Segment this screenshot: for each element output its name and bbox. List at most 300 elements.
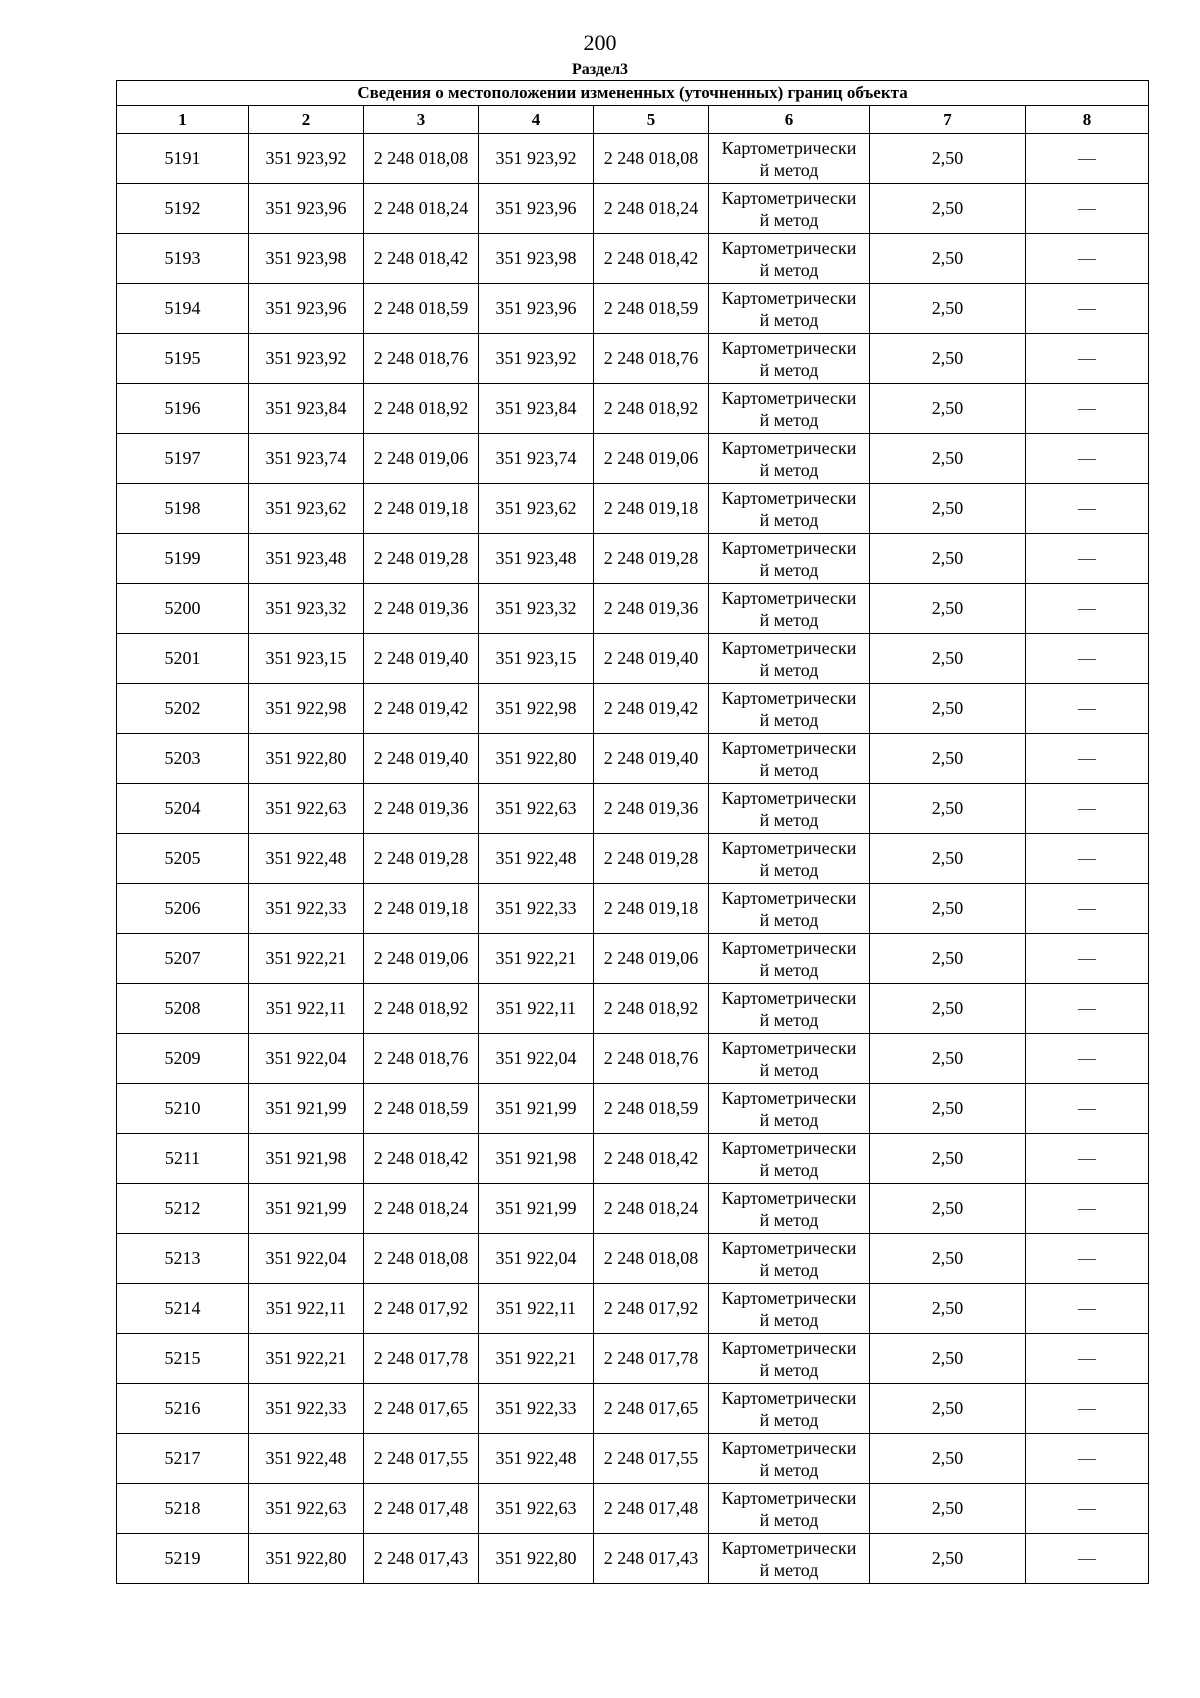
method-cell bbox=[709, 1384, 870, 1434]
method-text-line-1: Картометрически bbox=[721, 1037, 857, 1058]
method-text-line-2: й метод bbox=[759, 459, 819, 480]
point-number-cell: 5215 bbox=[117, 1334, 249, 1384]
x-new-cell: 351 922,21 bbox=[479, 1334, 594, 1384]
x-old-cell: 351 923,15 bbox=[249, 634, 364, 684]
point-number-cell: 5218 bbox=[117, 1484, 249, 1534]
y-new-cell: 2 248 019,18 bbox=[594, 884, 709, 934]
method-text-line-1: Картометрически bbox=[721, 237, 857, 258]
accuracy-cell: 2,50 bbox=[870, 284, 1026, 334]
y-new-cell: 2 248 019,06 bbox=[594, 934, 709, 984]
table-row bbox=[117, 934, 1149, 984]
y-old-cell: 2 248 017,43 bbox=[364, 1534, 479, 1584]
accuracy-cell: 2,50 bbox=[870, 834, 1026, 884]
x-new-cell: 351 922,98 bbox=[479, 684, 594, 734]
description-cell: — bbox=[1026, 1084, 1149, 1134]
table-row bbox=[117, 884, 1149, 934]
y-old-cell: 2 248 018,08 bbox=[364, 1234, 479, 1284]
y-old-cell: 2 248 019,28 bbox=[364, 834, 479, 884]
x-old-cell: 351 922,21 bbox=[249, 934, 364, 984]
x-old-cell: 351 923,84 bbox=[249, 384, 364, 434]
y-new-cell: 2 248 018,24 bbox=[594, 1184, 709, 1234]
method-text-line-1: Картометрически bbox=[721, 987, 857, 1008]
method-cell bbox=[709, 734, 870, 784]
method-text-line-1: Картометрически bbox=[721, 537, 857, 558]
method-text-line-1: Картометрически bbox=[721, 937, 857, 958]
x-old-cell: 351 923,98 bbox=[249, 234, 364, 284]
method-cell bbox=[709, 1484, 870, 1534]
y-new-cell: 2 248 017,92 bbox=[594, 1284, 709, 1334]
method-cell bbox=[709, 634, 870, 684]
description-cell: — bbox=[1026, 1184, 1149, 1234]
x-new-cell: 351 923,62 bbox=[479, 484, 594, 534]
method-text-line-2: й метод bbox=[759, 1509, 819, 1530]
table-row bbox=[117, 1384, 1149, 1434]
method-text-line-1: Картометрически bbox=[721, 1437, 857, 1458]
method-cell bbox=[709, 584, 870, 634]
table-row bbox=[117, 334, 1149, 384]
accuracy-cell: 2,50 bbox=[870, 684, 1026, 734]
x-old-cell: 351 921,98 bbox=[249, 1134, 364, 1184]
description-cell: — bbox=[1026, 884, 1149, 934]
method-cell bbox=[709, 134, 870, 184]
y-new-cell: 2 248 019,28 bbox=[594, 534, 709, 584]
method-text-line-1: Картометрически bbox=[721, 387, 857, 408]
x-new-cell: 351 923,84 bbox=[479, 384, 594, 434]
description-cell: — bbox=[1026, 1034, 1149, 1084]
table-row bbox=[117, 1184, 1149, 1234]
accuracy-cell: 2,50 bbox=[870, 384, 1026, 434]
method-cell bbox=[709, 884, 870, 934]
accuracy-cell: 2,50 bbox=[870, 1034, 1026, 1084]
accuracy-cell: 2,50 bbox=[870, 1484, 1026, 1534]
method-text-line-2: й метод bbox=[759, 1559, 819, 1580]
method-text-line-2: й метод bbox=[759, 709, 819, 730]
method-cell bbox=[709, 934, 870, 984]
y-old-cell: 2 248 018,24 bbox=[364, 1184, 479, 1234]
y-new-cell: 2 248 019,40 bbox=[594, 634, 709, 684]
y-new-cell: 2 248 019,40 bbox=[594, 734, 709, 784]
table-caption-row bbox=[117, 81, 1149, 106]
y-old-cell: 2 248 017,92 bbox=[364, 1284, 479, 1334]
accuracy-cell: 2,50 bbox=[870, 1084, 1026, 1134]
x-new-cell: 351 923,32 bbox=[479, 584, 594, 634]
column-header: 3 bbox=[364, 106, 479, 134]
x-old-cell: 351 922,11 bbox=[249, 1284, 364, 1334]
method-cell bbox=[709, 384, 870, 434]
x-old-cell: 351 922,48 bbox=[249, 1434, 364, 1484]
method-text-line-2: й метод bbox=[759, 1109, 819, 1130]
table-row bbox=[117, 1234, 1149, 1284]
y-old-cell: 2 248 018,59 bbox=[364, 284, 479, 334]
x-new-cell: 351 922,04 bbox=[479, 1034, 594, 1084]
y-old-cell: 2 248 018,24 bbox=[364, 184, 479, 234]
point-number-cell: 5191 bbox=[117, 134, 249, 184]
table-row bbox=[117, 384, 1149, 434]
description-cell: — bbox=[1026, 734, 1149, 784]
method-cell bbox=[709, 334, 870, 384]
x-old-cell: 351 922,48 bbox=[249, 834, 364, 884]
y-new-cell: 2 248 018,59 bbox=[594, 1084, 709, 1134]
method-cell bbox=[709, 984, 870, 1034]
y-new-cell: 2 248 018,08 bbox=[594, 134, 709, 184]
column-header: 2 bbox=[249, 106, 364, 134]
method-text-line-1: Картометрически bbox=[721, 437, 857, 458]
table-row bbox=[117, 1284, 1149, 1334]
method-cell bbox=[709, 1084, 870, 1134]
x-new-cell: 351 923,15 bbox=[479, 634, 594, 684]
method-text-line-1: Картометрически bbox=[721, 1487, 857, 1508]
x-old-cell: 351 922,04 bbox=[249, 1034, 364, 1084]
description-cell: — bbox=[1026, 1284, 1149, 1334]
table-row bbox=[117, 734, 1149, 784]
column-header: 1 bbox=[117, 106, 249, 134]
accuracy-cell: 2,50 bbox=[870, 234, 1026, 284]
x-new-cell: 351 922,33 bbox=[479, 884, 594, 934]
x-old-cell: 351 922,21 bbox=[249, 1334, 364, 1384]
x-new-cell: 351 922,48 bbox=[479, 834, 594, 884]
method-text-line-1: Картометрически bbox=[721, 137, 857, 158]
method-text-line-2: й метод bbox=[759, 309, 819, 330]
table-row bbox=[117, 1334, 1149, 1384]
point-number-cell: 5217 bbox=[117, 1434, 249, 1484]
method-text-line-1: Картометрически bbox=[721, 887, 857, 908]
x-old-cell: 351 923,92 bbox=[249, 334, 364, 384]
description-cell: — bbox=[1026, 784, 1149, 834]
method-cell bbox=[709, 1234, 870, 1284]
table-row bbox=[117, 1534, 1149, 1584]
method-text-line-2: й метод bbox=[759, 959, 819, 980]
method-cell bbox=[709, 534, 870, 584]
table-body bbox=[117, 134, 1149, 1584]
x-new-cell: 351 923,96 bbox=[479, 184, 594, 234]
method-text-line-1: Картометрически bbox=[721, 1237, 857, 1258]
y-old-cell: 2 248 019,40 bbox=[364, 734, 479, 784]
y-old-cell: 2 248 018,92 bbox=[364, 384, 479, 434]
description-cell: — bbox=[1026, 134, 1149, 184]
point-number-cell: 5216 bbox=[117, 1384, 249, 1434]
method-text-line-1: Картометрически bbox=[721, 1287, 857, 1308]
method-text-line-2: й метод bbox=[759, 1359, 819, 1380]
method-text-line-1: Картометрически bbox=[721, 787, 857, 808]
table-row bbox=[117, 1034, 1149, 1084]
y-old-cell: 2 248 019,18 bbox=[364, 884, 479, 934]
y-old-cell: 2 248 019,18 bbox=[364, 484, 479, 534]
x-new-cell: 351 922,80 bbox=[479, 1534, 594, 1584]
point-number-cell: 5212 bbox=[117, 1184, 249, 1234]
y-new-cell: 2 248 019,36 bbox=[594, 584, 709, 634]
y-old-cell: 2 248 019,28 bbox=[364, 534, 479, 584]
accuracy-cell: 2,50 bbox=[870, 184, 1026, 234]
method-text-line-2: й метод bbox=[759, 509, 819, 530]
method-cell bbox=[709, 784, 870, 834]
method-text-line-1: Картометрически bbox=[721, 837, 857, 858]
point-number-cell: 5196 bbox=[117, 384, 249, 434]
method-cell bbox=[709, 1184, 870, 1234]
method-text-line-2: й метод bbox=[759, 209, 819, 230]
method-text-line-1: Картометрически bbox=[721, 187, 857, 208]
method-text-line-2: й метод bbox=[759, 1259, 819, 1280]
y-new-cell: 2 248 018,76 bbox=[594, 334, 709, 384]
method-text-line-2: й метод bbox=[759, 809, 819, 830]
x-old-cell: 351 923,74 bbox=[249, 434, 364, 484]
point-number-cell: 5195 bbox=[117, 334, 249, 384]
y-old-cell: 2 248 018,92 bbox=[364, 984, 479, 1034]
method-text-line-1: Картометрически bbox=[721, 487, 857, 508]
table-row bbox=[117, 684, 1149, 734]
accuracy-cell: 2,50 bbox=[870, 1384, 1026, 1434]
description-cell: — bbox=[1026, 634, 1149, 684]
accuracy-cell: 2,50 bbox=[870, 484, 1026, 534]
y-new-cell: 2 248 017,48 bbox=[594, 1484, 709, 1534]
method-text-line-2: й метод bbox=[759, 609, 819, 630]
point-number-cell: 5203 bbox=[117, 734, 249, 784]
description-cell: — bbox=[1026, 1534, 1149, 1584]
description-cell: — bbox=[1026, 434, 1149, 484]
method-text-line-2: й метод bbox=[759, 1009, 819, 1030]
x-old-cell: 351 922,63 bbox=[249, 1484, 364, 1534]
point-number-cell: 5210 bbox=[117, 1084, 249, 1134]
x-old-cell: 351 922,80 bbox=[249, 734, 364, 784]
table-row bbox=[117, 134, 1149, 184]
method-text-line-2: й метод bbox=[759, 859, 819, 880]
y-old-cell: 2 248 017,65 bbox=[364, 1384, 479, 1434]
y-old-cell: 2 248 019,42 bbox=[364, 684, 479, 734]
y-new-cell: 2 248 017,55 bbox=[594, 1434, 709, 1484]
description-cell: — bbox=[1026, 234, 1149, 284]
x-new-cell: 351 923,74 bbox=[479, 434, 594, 484]
method-text-line-1: Картометрически bbox=[721, 687, 857, 708]
method-cell bbox=[709, 434, 870, 484]
accuracy-cell: 2,50 bbox=[870, 1434, 1026, 1484]
x-new-cell: 351 923,98 bbox=[479, 234, 594, 284]
description-cell: — bbox=[1026, 1134, 1149, 1184]
description-cell: — bbox=[1026, 484, 1149, 534]
accuracy-cell: 2,50 bbox=[870, 434, 1026, 484]
method-text-line-1: Картометрически bbox=[721, 1537, 857, 1558]
x-old-cell: 351 923,96 bbox=[249, 184, 364, 234]
point-number-cell: 5207 bbox=[117, 934, 249, 984]
table-row bbox=[117, 1484, 1149, 1534]
method-text-line-2: й метод bbox=[759, 1159, 819, 1180]
page-number: 200 bbox=[583, 30, 617, 55]
x-new-cell: 351 922,80 bbox=[479, 734, 594, 784]
accuracy-cell: 2,50 bbox=[870, 984, 1026, 1034]
description-cell: — bbox=[1026, 184, 1149, 234]
x-old-cell: 351 923,48 bbox=[249, 534, 364, 584]
x-new-cell: 351 923,92 bbox=[479, 134, 594, 184]
table-row bbox=[117, 184, 1149, 234]
method-text-line-2: й метод bbox=[759, 259, 819, 280]
method-cell bbox=[709, 1334, 870, 1384]
point-number-cell: 5202 bbox=[117, 684, 249, 734]
table-row bbox=[117, 834, 1149, 884]
y-old-cell: 2 248 018,76 bbox=[364, 334, 479, 384]
method-text-line-1: Картометрически bbox=[721, 1387, 857, 1408]
method-cell bbox=[709, 1284, 870, 1334]
method-text-line-2: й метод bbox=[759, 659, 819, 680]
accuracy-cell: 2,50 bbox=[870, 734, 1026, 784]
y-new-cell: 2 248 019,18 bbox=[594, 484, 709, 534]
table-row bbox=[117, 234, 1149, 284]
y-new-cell: 2 248 019,28 bbox=[594, 834, 709, 884]
column-header: 6 bbox=[709, 106, 870, 134]
method-cell bbox=[709, 1434, 870, 1484]
point-number-cell: 5206 bbox=[117, 884, 249, 934]
x-old-cell: 351 923,62 bbox=[249, 484, 364, 534]
accuracy-cell: 2,50 bbox=[870, 1334, 1026, 1384]
description-cell: — bbox=[1026, 934, 1149, 984]
y-new-cell: 2 248 018,42 bbox=[594, 1134, 709, 1184]
description-cell: — bbox=[1026, 1484, 1149, 1534]
point-number-cell: 5211 bbox=[117, 1134, 249, 1184]
x-new-cell: 351 922,04 bbox=[479, 1234, 594, 1284]
description-cell: — bbox=[1026, 1434, 1149, 1484]
point-number-cell: 5197 bbox=[117, 434, 249, 484]
x-new-cell: 351 922,11 bbox=[479, 1284, 594, 1334]
point-number-cell: 5201 bbox=[117, 634, 249, 684]
point-number-cell: 5213 bbox=[117, 1234, 249, 1284]
y-new-cell: 2 248 017,43 bbox=[594, 1534, 709, 1584]
method-text-line-1: Картометрически bbox=[721, 1187, 857, 1208]
y-old-cell: 2 248 018,08 bbox=[364, 134, 479, 184]
y-old-cell: 2 248 018,42 bbox=[364, 234, 479, 284]
y-old-cell: 2 248 017,78 bbox=[364, 1334, 479, 1384]
point-number-cell: 5209 bbox=[117, 1034, 249, 1084]
x-new-cell: 351 921,98 bbox=[479, 1134, 594, 1184]
method-cell bbox=[709, 834, 870, 884]
x-new-cell: 351 921,99 bbox=[479, 1084, 594, 1134]
description-cell: — bbox=[1026, 584, 1149, 634]
y-old-cell: 2 248 019,06 bbox=[364, 434, 479, 484]
accuracy-cell: 2,50 bbox=[870, 584, 1026, 634]
table-row bbox=[117, 1134, 1149, 1184]
y-new-cell: 2 248 018,76 bbox=[594, 1034, 709, 1084]
column-header: 8 bbox=[1026, 106, 1149, 134]
column-header: 7 bbox=[870, 106, 1026, 134]
table-row bbox=[117, 1434, 1149, 1484]
x-old-cell: 351 921,99 bbox=[249, 1184, 364, 1234]
table-row bbox=[117, 634, 1149, 684]
x-old-cell: 351 922,80 bbox=[249, 1534, 364, 1584]
x-new-cell: 351 922,63 bbox=[479, 784, 594, 834]
y-old-cell: 2 248 018,42 bbox=[364, 1134, 479, 1184]
accuracy-cell: 2,50 bbox=[870, 1134, 1026, 1184]
method-text-line-1: Картометрически bbox=[721, 587, 857, 608]
y-old-cell: 2 248 017,55 bbox=[364, 1434, 479, 1484]
y-new-cell: 2 248 017,78 bbox=[594, 1334, 709, 1384]
method-cell bbox=[709, 484, 870, 534]
y-old-cell: 2 248 019,40 bbox=[364, 634, 479, 684]
method-text-line-2: й метод bbox=[759, 359, 819, 380]
accuracy-cell: 2,50 bbox=[870, 334, 1026, 384]
table-header-row bbox=[117, 106, 1149, 134]
y-new-cell: 2 248 018,42 bbox=[594, 234, 709, 284]
table-row bbox=[117, 984, 1149, 1034]
y-new-cell: 2 248 018,08 bbox=[594, 1234, 709, 1284]
method-text-line-2: й метод bbox=[759, 909, 819, 930]
accuracy-cell: 2,50 bbox=[870, 784, 1026, 834]
x-new-cell: 351 922,21 bbox=[479, 934, 594, 984]
point-number-cell: 5219 bbox=[117, 1534, 249, 1584]
accuracy-cell: 2,50 bbox=[870, 1284, 1026, 1334]
table-row bbox=[117, 1084, 1149, 1134]
accuracy-cell: 2,50 bbox=[870, 1234, 1026, 1284]
x-old-cell: 351 922,04 bbox=[249, 1234, 364, 1284]
x-old-cell: 351 922,63 bbox=[249, 784, 364, 834]
table-row bbox=[117, 284, 1149, 334]
point-number-cell: 5200 bbox=[117, 584, 249, 634]
method-text-line-2: й метод bbox=[759, 159, 819, 180]
method-text-line-1: Картометрически bbox=[721, 1087, 857, 1108]
description-cell: — bbox=[1026, 1334, 1149, 1384]
x-old-cell: 351 921,99 bbox=[249, 1084, 364, 1134]
x-old-cell: 351 923,32 bbox=[249, 584, 364, 634]
table-row bbox=[117, 584, 1149, 634]
y-new-cell: 2 248 019,36 bbox=[594, 784, 709, 834]
x-new-cell: 351 923,96 bbox=[479, 284, 594, 334]
y-new-cell: 2 248 018,92 bbox=[594, 384, 709, 434]
accuracy-cell: 2,50 bbox=[870, 1184, 1026, 1234]
method-cell bbox=[709, 684, 870, 734]
accuracy-cell: 2,50 bbox=[870, 634, 1026, 684]
y-new-cell: 2 248 019,42 bbox=[594, 684, 709, 734]
x-old-cell: 351 923,92 bbox=[249, 134, 364, 184]
accuracy-cell: 2,50 bbox=[870, 1534, 1026, 1584]
description-cell: — bbox=[1026, 834, 1149, 884]
coordinates-table bbox=[116, 80, 1149, 1584]
x-new-cell: 351 922,33 bbox=[479, 1384, 594, 1434]
description-cell: — bbox=[1026, 1234, 1149, 1284]
description-cell: — bbox=[1026, 984, 1149, 1034]
method-cell bbox=[709, 1534, 870, 1584]
method-cell bbox=[709, 1134, 870, 1184]
description-cell: — bbox=[1026, 684, 1149, 734]
y-old-cell: 2 248 017,48 bbox=[364, 1484, 479, 1534]
method-text-line-2: й метод bbox=[759, 1409, 819, 1430]
column-header: 4 bbox=[479, 106, 594, 134]
x-old-cell: 351 923,96 bbox=[249, 284, 364, 334]
x-old-cell: 351 922,98 bbox=[249, 684, 364, 734]
y-old-cell: 2 248 019,06 bbox=[364, 934, 479, 984]
accuracy-cell: 2,50 bbox=[870, 884, 1026, 934]
method-text-line-1: Картометрически bbox=[721, 737, 857, 758]
point-number-cell: 5208 bbox=[117, 984, 249, 1034]
method-text-line-2: й метод bbox=[759, 1309, 819, 1330]
x-new-cell: 351 923,48 bbox=[479, 534, 594, 584]
y-old-cell: 2 248 018,59 bbox=[364, 1084, 479, 1134]
point-number-cell: 5193 bbox=[117, 234, 249, 284]
x-new-cell: 351 922,48 bbox=[479, 1434, 594, 1484]
x-new-cell: 351 922,63 bbox=[479, 1484, 594, 1534]
point-number-cell: 5192 bbox=[117, 184, 249, 234]
point-number-cell: 5199 bbox=[117, 534, 249, 584]
x-old-cell: 351 922,33 bbox=[249, 884, 364, 934]
description-cell: — bbox=[1026, 534, 1149, 584]
accuracy-cell: 2,50 bbox=[870, 934, 1026, 984]
method-text-line-2: й метод bbox=[759, 409, 819, 430]
column-header: 5 bbox=[594, 106, 709, 134]
description-cell: — bbox=[1026, 384, 1149, 434]
accuracy-cell: 2,50 bbox=[870, 534, 1026, 584]
method-text-line-1: Картометрически bbox=[721, 1137, 857, 1158]
x-old-cell: 351 922,11 bbox=[249, 984, 364, 1034]
y-old-cell: 2 248 018,76 bbox=[364, 1034, 479, 1084]
x-new-cell: 351 922,11 bbox=[479, 984, 594, 1034]
table-row bbox=[117, 534, 1149, 584]
method-text-line-2: й метод bbox=[759, 759, 819, 780]
description-cell: — bbox=[1026, 334, 1149, 384]
y-new-cell: 2 248 018,92 bbox=[594, 984, 709, 1034]
